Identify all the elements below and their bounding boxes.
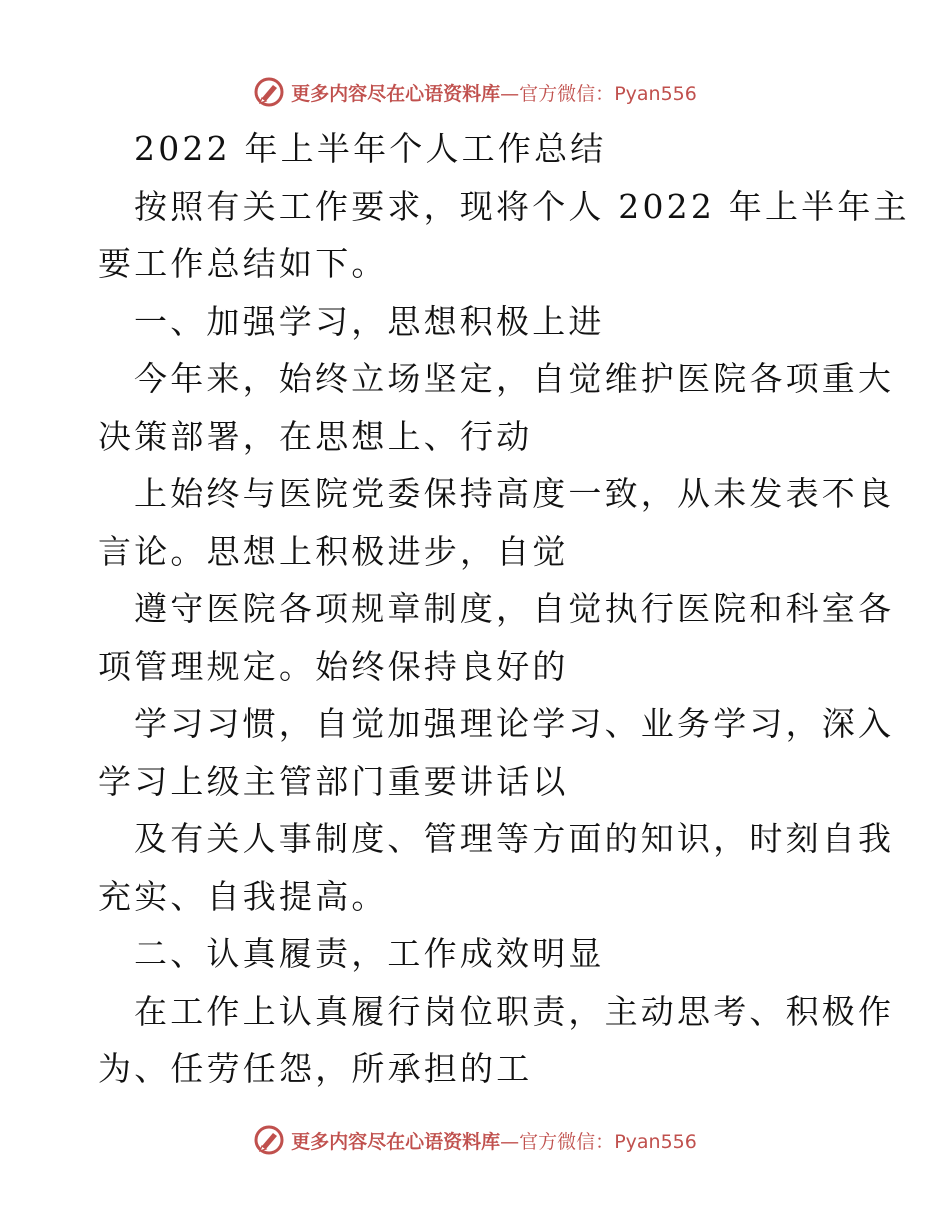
document-line: 二、认真履责，工作成效明显 (134, 934, 605, 973)
document-line: 决策部署，在思想上、行动 (98, 416, 533, 456)
document-line: 一、加强学习，思想积极上进 (134, 301, 605, 341)
watermark-text (291, 1127, 697, 1154)
footer-watermark (0, 1124, 950, 1156)
document-line: 学习习惯，自觉加强理论学习、业务学习，深入 (134, 704, 895, 743)
document-line: 在工作上认真履行岗位职责，主动思考、积极作 (134, 991, 895, 1031)
watermark-wechat-id: Pyan556 (614, 1130, 697, 1153)
document-line: 学习上级主管部门重要讲话以 (98, 761, 569, 801)
document-line: 项管理规定。始终保持良好的 (98, 646, 569, 686)
watermark-wechat-id: Pyan556 (614, 82, 697, 105)
document-body (98, 120, 910, 1098)
pen-circle-logo-icon (253, 76, 285, 108)
watermark-site-text: 更多内容尽在心语资料库 (291, 1130, 501, 1153)
document-line: 为、任劳任怨，所承担的工 (98, 1049, 533, 1088)
watermark-official-label: 官方微信： (519, 1130, 615, 1153)
watermark-dash: — (500, 1130, 520, 1153)
document-line: 要工作总结如下。 (98, 244, 388, 283)
header-watermark (0, 76, 950, 108)
document-line: 言论。思想上积极进步，自觉 (98, 531, 569, 571)
document-line: 及有关人事制度、管理等方面的知识，时刻自我 (134, 819, 895, 858)
watermark-site-text: 更多内容尽在心语资料库 (291, 82, 501, 105)
document-line: 2022 年上半年个人工作总结 (134, 129, 607, 168)
watermark-official-label: 官方微信： (519, 82, 615, 105)
watermark-text (291, 79, 697, 106)
watermark-dash: — (500, 82, 520, 105)
document-line: 今年来，始终立场坚定，自觉维护医院各项重大 (134, 359, 895, 398)
document-line: 遵守医院各项规章制度，自觉执行医院和科室各 (134, 589, 895, 628)
document-line: 上始终与医院党委保持高度一致，从未发表不良 (134, 474, 895, 513)
document-line: 充实、自我提高。 (98, 876, 388, 916)
document-line: 按照有关工作要求，现将个人 2022 年上半年主 (134, 186, 910, 226)
pen-circle-logo-icon (253, 1124, 285, 1156)
